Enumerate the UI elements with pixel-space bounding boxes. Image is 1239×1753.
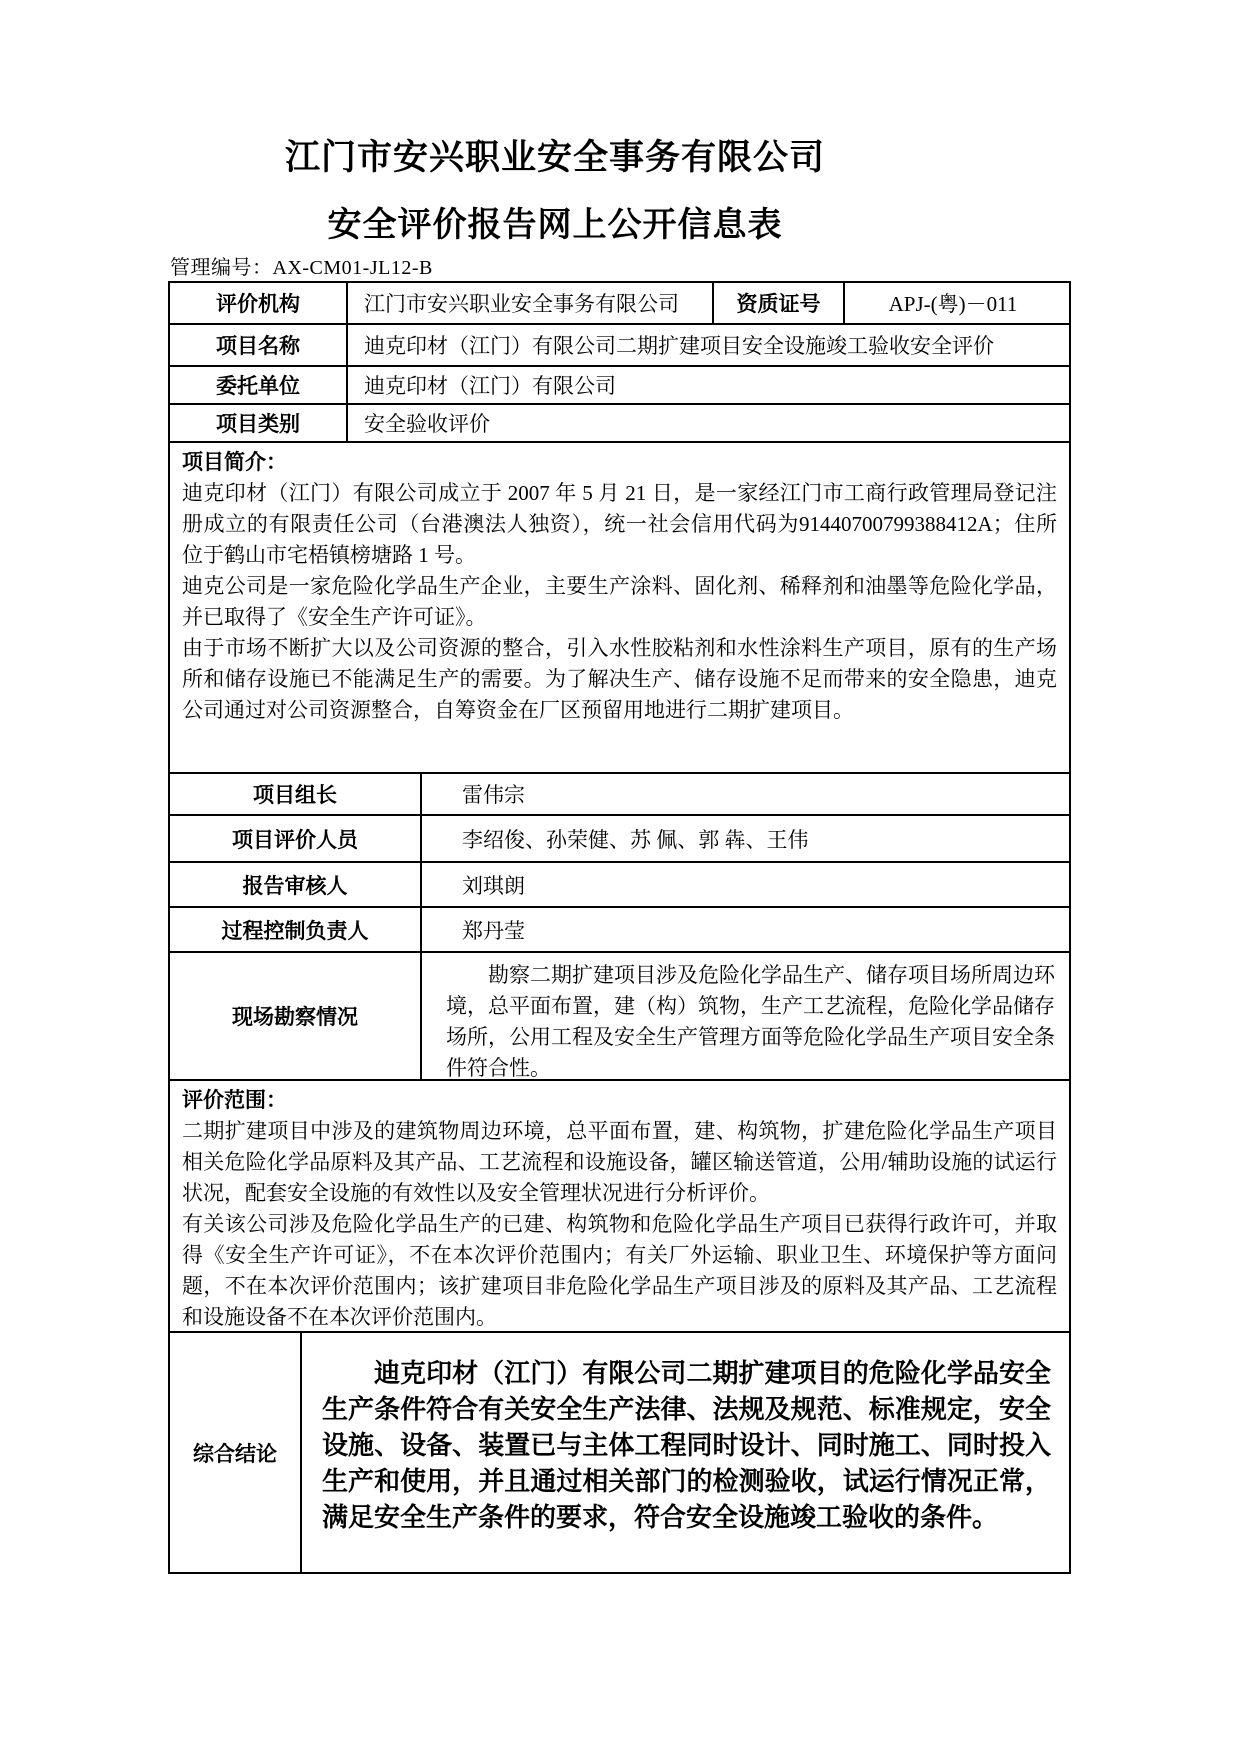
row-process-controller bbox=[170, 908, 1069, 953]
form-title: 安全评价报告网上公开信息表 bbox=[327, 206, 783, 244]
scope-block bbox=[170, 1081, 1069, 1333]
project-type-value: 安全验收评价 bbox=[364, 412, 490, 436]
project-type-label: 项目类别 bbox=[170, 405, 348, 441]
row-project-leader bbox=[170, 774, 1069, 816]
company-title: 江门市安兴职业安全事务有限公司 bbox=[284, 138, 825, 177]
project-leader-value: 雷伟宗 bbox=[462, 783, 525, 807]
agency-value: 江门市安兴职业安全事务有限公司 bbox=[348, 283, 714, 323]
certificate-label: 资质证号 bbox=[714, 283, 845, 323]
project-intro-paragraph: 由于市场不断扩大以及公司资源的整合，引入水性胶粘剂和水性涂料生产项目，原有的生产场所和储存设施已不能满足生产的需要。为了解决生产、储存设施不足而带来的安全隐患，迪克公司通过对公司资源整合，自筹资金在厂区预留用地进行二期扩建项目。 bbox=[182, 636, 1057, 722]
doc-number-value: AX-CM01-JL12-B bbox=[272, 257, 433, 279]
evaluators-value: 李绍俊、孙荣健、苏 佩、郭 犇、王伟 bbox=[462, 827, 809, 852]
project-intro-paragraph: 迪克公司是一家危险化学品生产企业，主要生产涂料、固化剂、稀释剂和油墨等危险化学品，并已取得了《安全生产许可证》。 bbox=[182, 574, 1057, 629]
site-survey-label: 现场勘察情况 bbox=[170, 953, 422, 1079]
project-intro-paragraph: 迪克印材（江门）有限公司成立于 2007 年 5 月 21 日，是一家经江门市工商行政管理局登记注册成立的有限责任公司（台港澳法人独资），统一社会信用代码为91440700799388412A；住所位于鹤山市宅梧镇榜塘路 1 号。 bbox=[182, 481, 1057, 567]
process-controller-value: 郑丹莹 bbox=[462, 918, 525, 943]
project-intro-block bbox=[170, 443, 1069, 774]
info-table bbox=[168, 281, 1071, 1574]
scope-paragraph: 二期扩建项目中涉及的建筑物周边环境，总平面布置，建、构筑物，扩建危险化学品生产项目相关危险化学品原料及其产品、工艺流程和设施设备，罐区输送管道，公用/辅助设施的试运行状况，配套安全设施的有效性以及安全管理状况进行分析评价。 bbox=[182, 1119, 1057, 1205]
client-label: 委托单位 bbox=[170, 367, 348, 403]
report-reviewer-label: 报告审核人 bbox=[170, 863, 422, 906]
row-project-name bbox=[170, 325, 1069, 367]
scope-heading: 评价范围： bbox=[182, 1089, 287, 1112]
row-site-survey bbox=[170, 953, 1069, 1081]
doc-number bbox=[170, 251, 433, 280]
client-value: 迪克印材（江门）有限公司 bbox=[364, 374, 616, 398]
process-controller-label: 过程控制负责人 bbox=[170, 908, 422, 951]
project-name-value: 迪克印材（江门）有限公司二期扩建项目安全设施竣工验收安全评价 bbox=[364, 334, 994, 358]
project-name-label: 项目名称 bbox=[170, 325, 348, 365]
site-survey-value: 勘察二期扩建项目涉及危险化学品生产、储存项目场所周边环境，总平面布置，建（构）筑物，生产工艺流程，危险化学品储存场所，公用工程及安全生产管理方面等危险化学品生产项目安全条件符合性。 bbox=[446, 963, 1055, 1080]
scope-paragraph: 有关该公司涉及危险化学品生产的已建、构筑物和危险化学品生产项目已获得行政许可，并取得《安全生产许可证》，不在本次评价范围内；有关厂外运输、职业卫生、环境保护等方面问题，不在本次评价范围内；该扩建项目非危险化学品生产项目涉及的原料及其产品、工艺流程和设施设备不在本次评价范围内。 bbox=[182, 1212, 1057, 1329]
row-agency bbox=[170, 283, 1069, 325]
conclusion-label: 综合结论 bbox=[170, 1333, 302, 1572]
report-reviewer-value: 刘琪朗 bbox=[462, 873, 525, 898]
project-leader-label: 项目组长 bbox=[170, 774, 422, 814]
doc-number-label: 管理编号： bbox=[170, 257, 273, 279]
conclusion-value: 迪克印材（江门）有限公司二期扩建项目的危险化学品安全生产条件符合有关安全生产法律、法规及规范、标准规定，安全设施、设备、装置已与主体工程同时设计、同时施工、同时投入生产和使用，并且通过相关部门的检测验收，试运行情况正常，满足安全生产条件的要求，符合安全设施竣工验收的条件。 bbox=[322, 1358, 1051, 1532]
project-intro-heading: 项目简介： bbox=[182, 451, 287, 474]
row-report-reviewer bbox=[170, 863, 1069, 908]
row-project-type bbox=[170, 405, 1069, 443]
evaluators-label: 项目评价人员 bbox=[170, 816, 422, 861]
agency-label: 评价机构 bbox=[170, 283, 348, 323]
row-client bbox=[170, 367, 1069, 405]
row-conclusion bbox=[170, 1333, 1069, 1572]
row-evaluators bbox=[170, 816, 1069, 863]
certificate-value: APJ-(粤)－011 bbox=[888, 292, 1018, 316]
